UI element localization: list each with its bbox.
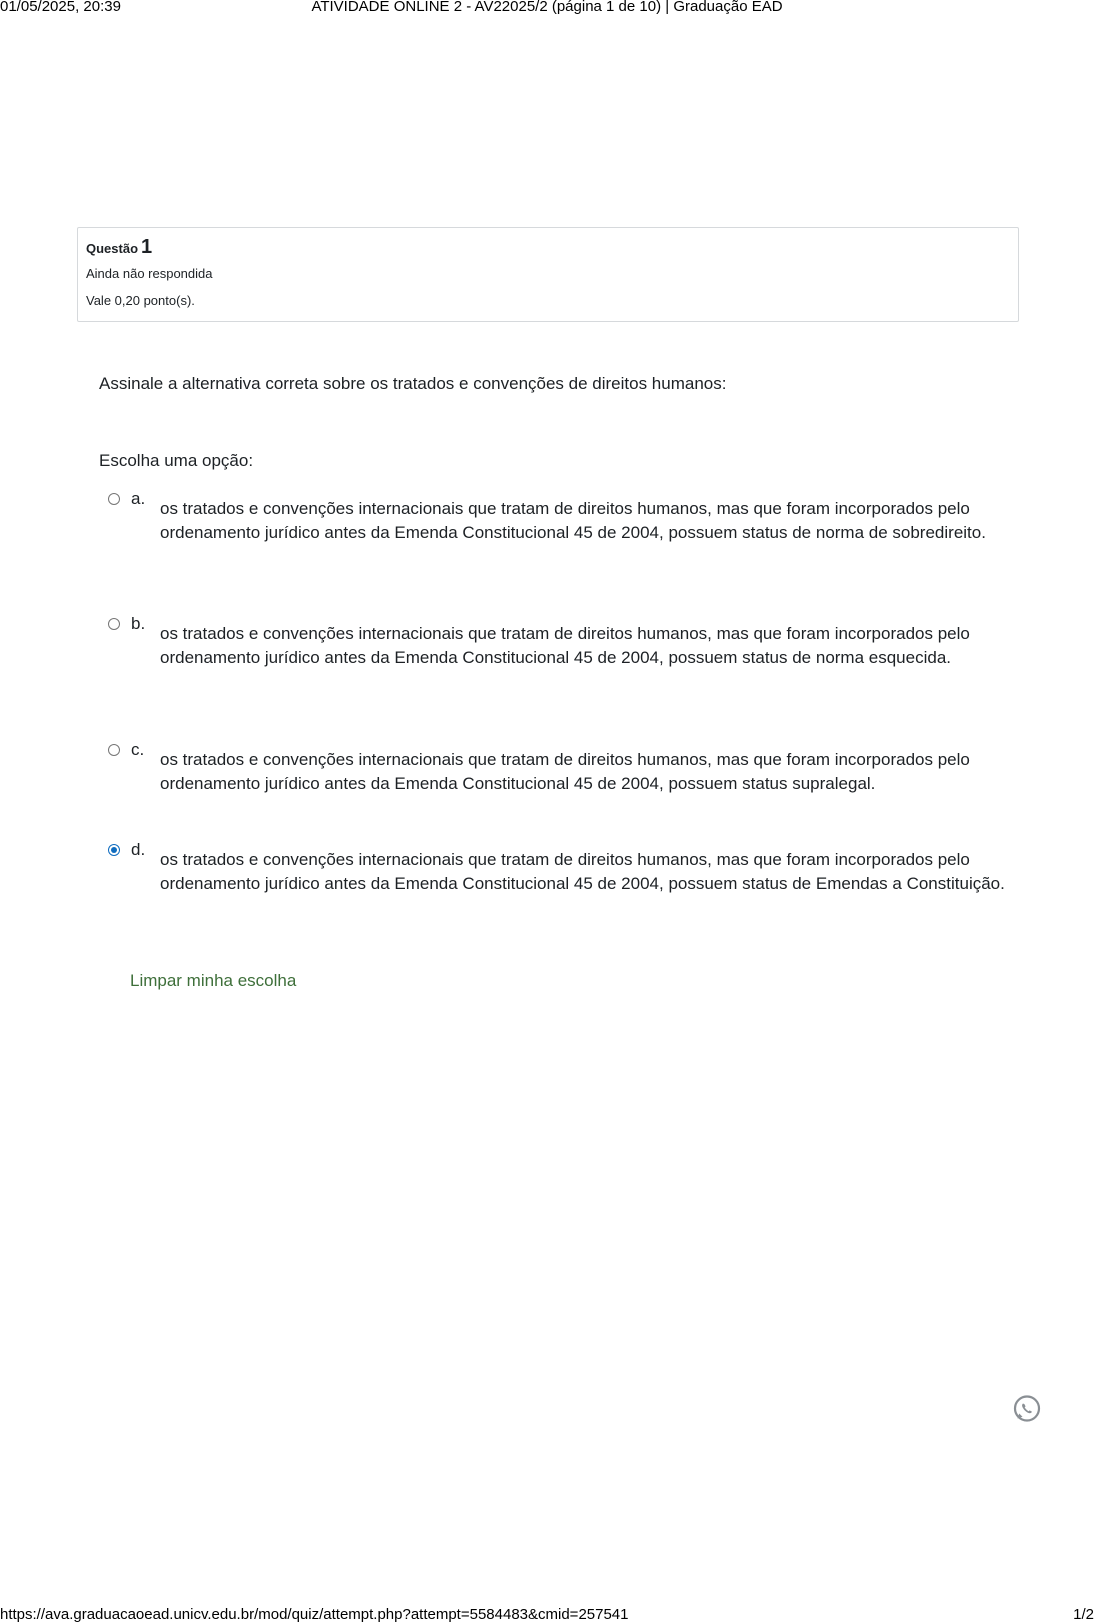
clear-choice-link[interactable]: Limpar minha escolha (130, 971, 297, 990)
question-text: Assinale a alternativa correta sobre os tratados e convenções de direitos humanos: (99, 374, 727, 393)
option-text: os tratados e convenções internacionais que tratam de direitos humanos, mas que foram incorporados pelo ordenamento jurídico antes da Emenda Constitucional 45 de 2004, possuem status supralegal. (160, 750, 970, 793)
option-letter: d. (131, 840, 146, 859)
print-page-number: 1/2 (1073, 1606, 1094, 1623)
question-grade: Vale 0,20 ponto(s). (86, 293, 195, 308)
question-number: 1 (141, 236, 153, 258)
option-letter: a. (131, 489, 146, 508)
option-text: os tratados e convenções internacionais que tratam de direitos humanos, mas que foram incorporados pelo ordenamento jurídico antes da Emenda Constitucional 45 de 2004, possuem status de norma esquecida. (160, 624, 970, 667)
radio-option-a[interactable] (108, 493, 120, 505)
option-letter: c. (131, 740, 145, 759)
print-url: https://ava.graduacaoead.unicv.edu.br/mod/quiz/attempt.php?attempt=5584483&cmid=257541 (0, 1606, 629, 1623)
print-page-title: ATIVIDADE ONLINE 2 - AV22025/2 (página 1 de 10) | Graduação EAD (311, 0, 783, 15)
question-info-box (77, 227, 1019, 322)
print-datetime: 01/05/2025, 20:39 (0, 0, 121, 15)
option-text: os tratados e convenções internacionais que tratam de direitos humanos, mas que foram incorporados pelo ordenamento jurídico antes da Emenda Constitucional 45 de 2004, possuem status de norma de sobredireito. (160, 499, 986, 542)
option-letter: b. (131, 614, 146, 633)
radio-option-c[interactable] (108, 744, 120, 756)
option-text: os tratados e convenções internacionais que tratam de direitos humanos, mas que foram incorporados pelo ordenamento jurídico antes da Emenda Constitucional 45 de 2004, possuem status de Emendas a Constituição. (160, 850, 1005, 893)
question-label: Questão (86, 241, 139, 256)
question-title (86, 236, 1010, 259)
choose-prompt: Escolha uma opção: (99, 451, 254, 470)
whatsapp-icon[interactable] (1012, 1394, 1042, 1424)
radio-option-d[interactable] (108, 844, 120, 856)
radio-option-b[interactable] (108, 618, 120, 630)
question-state: Ainda não respondida (86, 266, 213, 281)
